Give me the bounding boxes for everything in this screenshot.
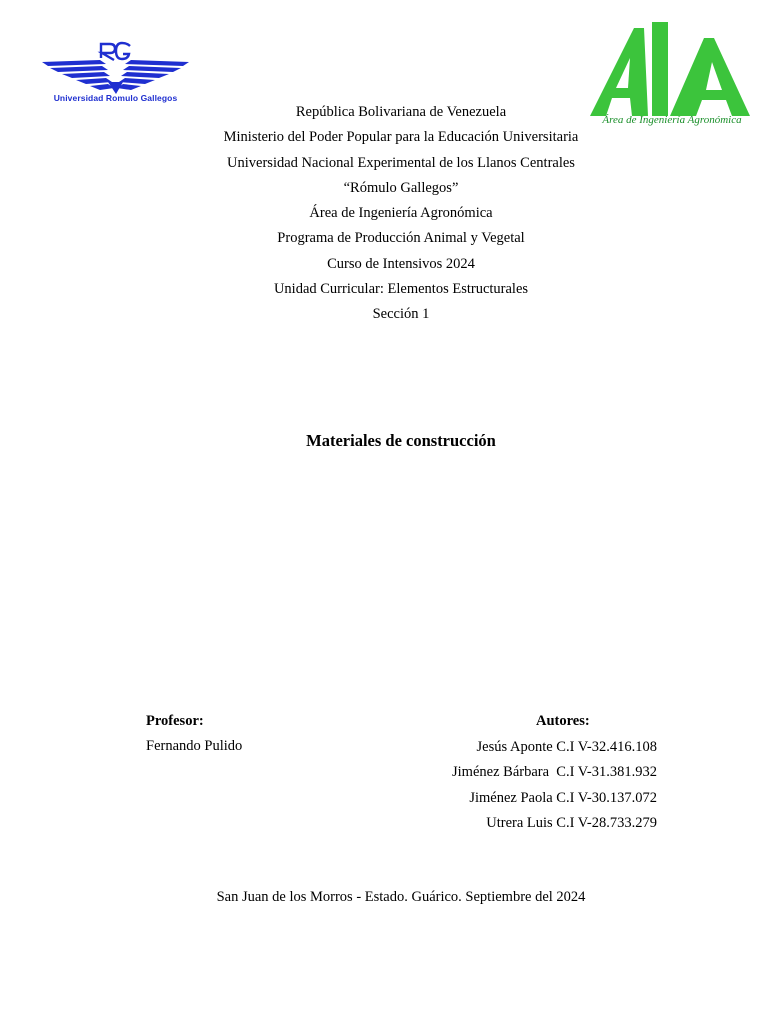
document-title: Materiales de construcción bbox=[306, 431, 496, 450]
professor-label: Profesor: bbox=[146, 713, 204, 729]
wings-emblem-icon bbox=[38, 38, 193, 98]
header-line-university: Universidad Nacional Experimental de los Llanos Centrales bbox=[227, 154, 575, 171]
author-item: Jesús Aponte C.I V-32.416.108 bbox=[476, 739, 657, 755]
area-logo-text: Área de Ingeniería Agronómica bbox=[602, 114, 742, 126]
place-date-footer: San Juan de los Morros - Estado. Guárico. Septiembre del 2024 bbox=[216, 889, 586, 905]
header-line-ministry: Ministerio del Poder Popular para la Educación Universitaria bbox=[223, 129, 579, 146]
author-item: Jiménez Bárbara C.I V-31.381.932 bbox=[452, 764, 657, 781]
header-line-course: Curso de Intensivos 2024 bbox=[327, 255, 475, 272]
university-logo-text: Universidad Romulo Gallegos bbox=[53, 93, 178, 103]
header-line-program: Programa de Producción Animal y Vegetal bbox=[277, 230, 525, 247]
authors-label: Autores: bbox=[536, 713, 590, 729]
header-line-section: Sección 1 bbox=[372, 306, 430, 323]
header-line-university-name: “Rómulo Gallegos” bbox=[343, 179, 459, 196]
header-line-country: República Bolivariana de Venezuela bbox=[295, 104, 507, 120]
authors-list bbox=[452, 738, 657, 839]
author-item: Jiménez Paola C.I V-30.137.072 bbox=[469, 789, 657, 806]
institution-header bbox=[0, 101, 768, 329]
author-item: Utrera Luis C.I V-28.733.279 bbox=[486, 814, 657, 831]
header-line-subject: Unidad Curricular: Elementos Estructurales bbox=[273, 281, 529, 298]
professor-name: Fernando Pulido bbox=[146, 738, 243, 754]
universidad-romulo-gallegos-logo bbox=[38, 38, 193, 110]
header-line-area: Área de Ingeniería Agronómica bbox=[309, 205, 493, 222]
